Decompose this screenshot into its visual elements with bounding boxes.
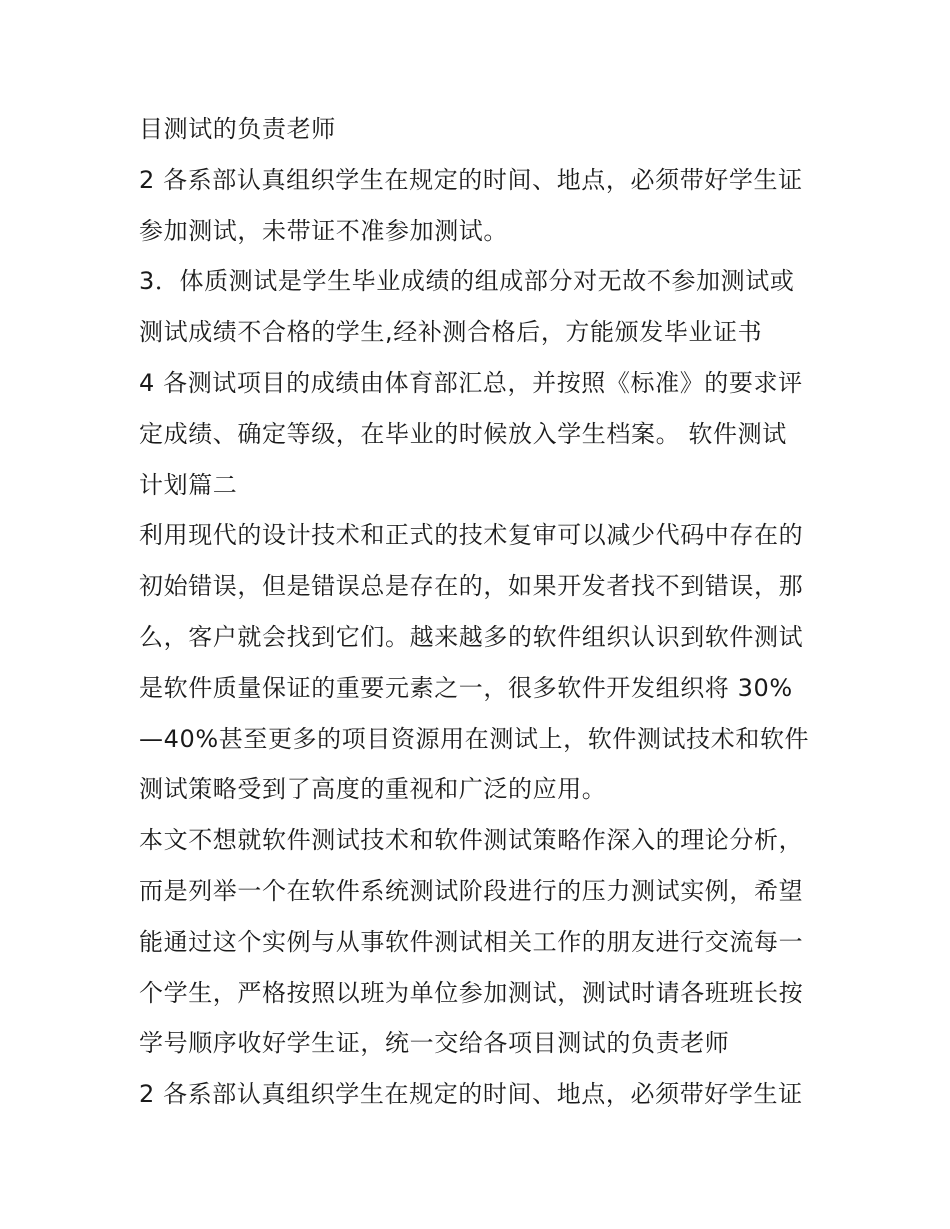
text-line: 学号顺序收好学生证，统一交给各项目测试的负责老师 xyxy=(139,1029,730,1058)
text-line: 目测试的负责老师 xyxy=(139,115,336,143)
text-line: 2 各系部认真组织学生在规定的时间、地点，必须带好学生证 xyxy=(139,165,803,194)
text-line: 初始错误，但是错误总是存在的，如果开发者找不到错误，那 xyxy=(139,572,804,601)
text-line: 利用现代的设计技术和正式的技术复审可以减少代码中存在的 xyxy=(139,521,804,550)
text-line: 个学生，严格按照以班为单位参加测试，测试时请各班班长按 xyxy=(139,978,804,1007)
text-line: 本文不想就软件测试技术和软件测试策略作深入的理论分析， xyxy=(139,826,804,855)
text-line: 而是列举一个在软件系统测试阶段进行的压力测试实例，希望 xyxy=(139,876,804,905)
text-line: —40%甚至更多的项目资源用在测试上，软件测试技术和软件 xyxy=(139,724,810,753)
text-line: 测试成绩不合格的学生,经补测合格后，方能颁发毕业证书 xyxy=(139,318,763,347)
text-line: 2 各系部认真组织学生在规定的时间、地点，必须带好学生证 xyxy=(139,1080,803,1109)
text-line: 参加测试，未带证不准参加测试。 xyxy=(139,216,508,245)
text-line: 3．体质测试是学生毕业成绩的组成部分对无故不参加测试或 xyxy=(139,267,795,296)
text-line: 能通过这个实例与从事软件测试相关工作的朋友进行交流每一 xyxy=(139,927,804,956)
text-line: 是软件质量保证的重要元素之一，很多软件开发组织将 30% xyxy=(139,673,793,702)
text-line: 计划篇二 xyxy=(139,470,238,499)
text-line: 测试策略受到了高度的重视和广泛的应用。 xyxy=(139,775,607,804)
text-line: 定成绩、确定等级，在毕业的时候放入学生档案。 软件测试 xyxy=(139,419,787,448)
text-line: 么，客户就会找到它们。越来越多的软件组织认识到软件测试 xyxy=(139,622,804,651)
text-line: 4 各测试项目的成绩由体育部汇总，并按照《标准》的要求评 xyxy=(139,368,803,397)
document-body xyxy=(139,110,829,1126)
